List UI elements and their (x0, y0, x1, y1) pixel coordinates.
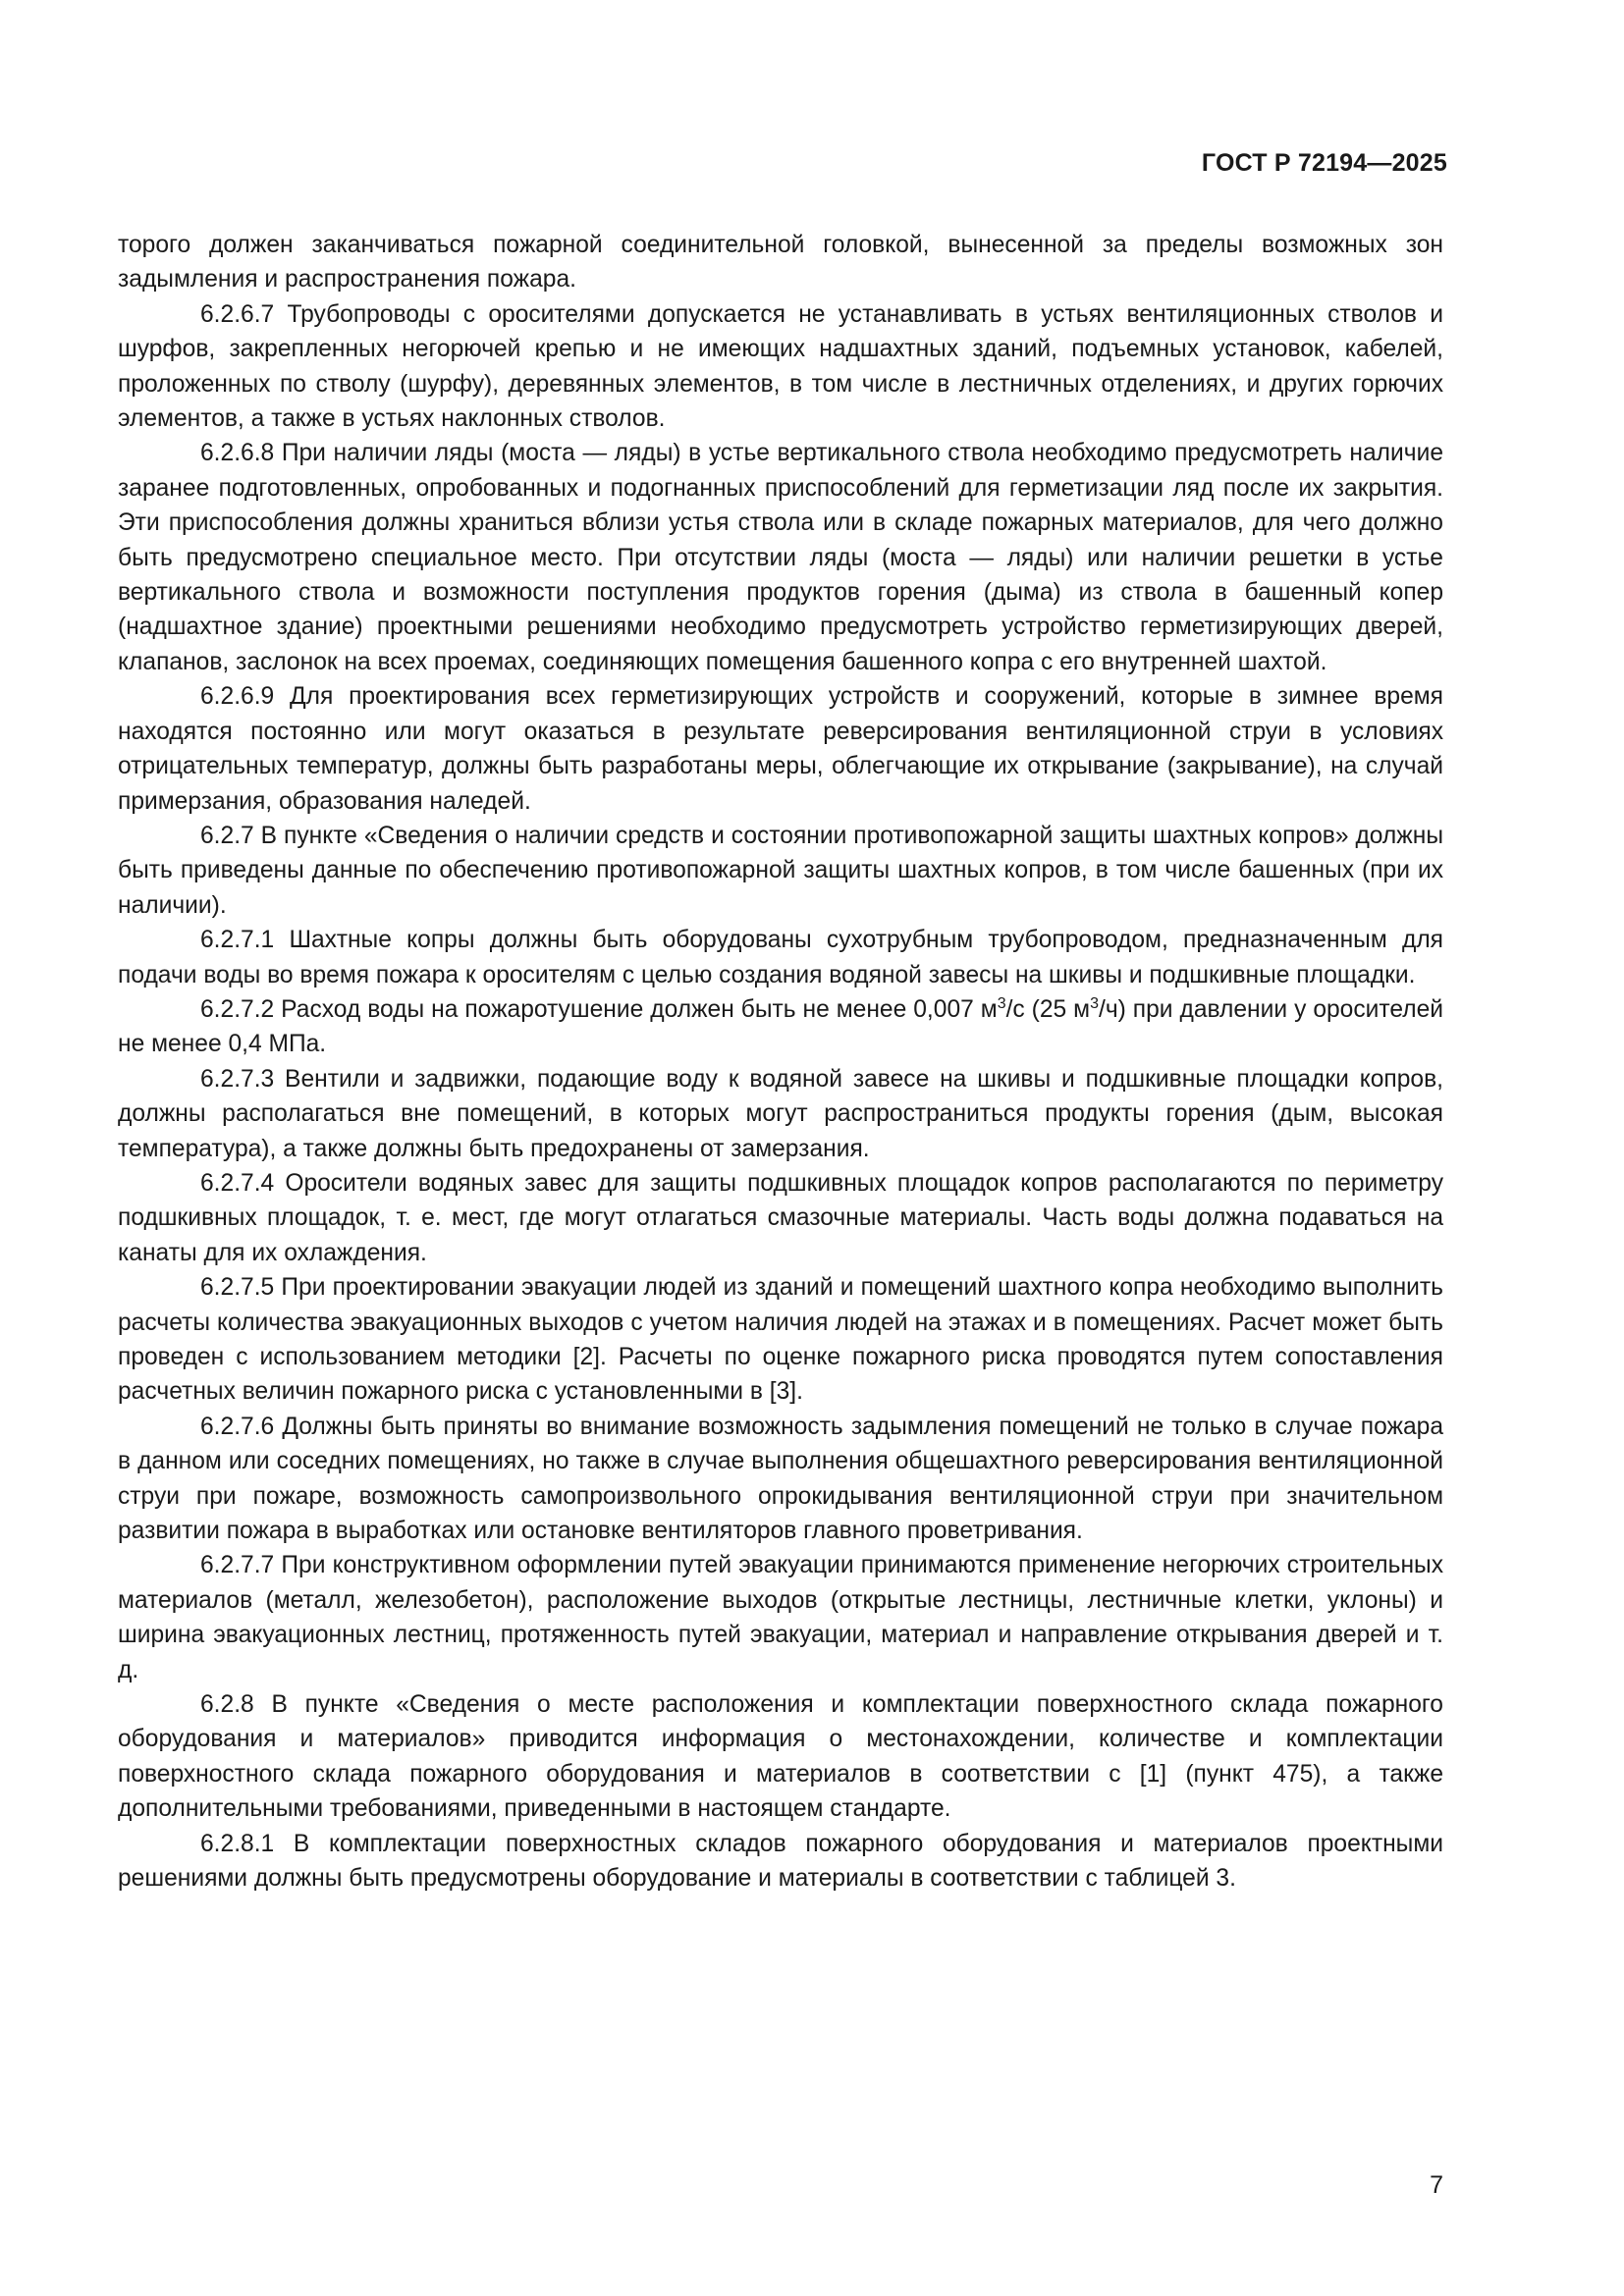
page-number: 7 (1430, 2171, 1443, 2199)
paragraph-6-2-6-7: 6.2.6.7 Трубопроводы с оросителями допускается не устанавливать в устьях вентиляционных стволов и шурфов, закрепленных негорючей крепью и не имеющих надшахтных зданий, подъемных установок, кабелей, проложенных по стволу (шурфу), деревянных элементов, в том числе в лестничных отделениях, и других горючих элементов, а также в устьях наклонных стволов. (118, 300, 1443, 433)
paragraph-6-2-7-6: 6.2.7.6 Должны быть приняты во внимание возможность задымления помещений не только в случае пожара в данном или соседних помещениях, но также в случае выполнения общешахтного реверсирования вентиляционной струи при пожаре, возможность самопроизвольного опрокидывания вентиляционной струи при значительном развитии пожара в выработках или остановке вентиляторов главного проветривания. (118, 1413, 1443, 1545)
superscript-cubic: 3 (997, 995, 1006, 1013)
paragraph-6-2-8-1: 6.2.8.1 В комплектации поверхностных складов пожарного оборудования и материалов проектными решениями должны быть предусмотрены оборудование и материалы в соответствии с таблицей 3. (118, 1830, 1443, 1893)
paragraph-6-2-7-4: 6.2.7.4 Оросители водяных завес для защиты подшкивных площадок копров располагаются по периметру подшкивных площадок, т. е. мест, где могут отлагаться смазочные материалы. Часть воды должна подаваться на канаты для их охлаждения. (118, 1169, 1443, 1266)
paragraph-6-2-8: 6.2.8 В пункте «Сведения о месте расположения и комплектации поверхностного склада пожарного оборудования и материалов» приводится информация о местонахождении, количестве и комплектации поверхностного склада пожарного оборудования и материалов в соответствии с [1] (пункт 475), а также дополнительными требованиями, приведенными в настоящем стандарте. (118, 1691, 1443, 1823)
paragraph-6-2-7-3: 6.2.7.3 Вентили и задвижки, подающие воду к водяной завесе на шкивы и подшкивные площадки копров, должны располагаться вне помещений, в которых могут распространиться продукты горения (дым, высокая температура), а также должны быть предохранены от замерзания. (118, 1065, 1443, 1162)
paragraph-6-2-7-5: 6.2.7.5 При проектировании эвакуации людей из зданий и помещений шахтного копра необходимо выполнить расчеты количества эвакуационных выходов с учетом наличия людей на этажах и в помещениях. Расчет может быть проведен с использованием методики [2]. Расчеты по оценке пожарного риска проводятся путем сопоставления расчетных величин пожарного риска с установленными в [3]. (118, 1274, 1443, 1406)
document-body (118, 228, 1443, 1896)
paragraph-6-2-7-2-part-b: /с (25 м (1005, 995, 1091, 1023)
document-header: ГОСТ Р 72194—2025 (1201, 149, 1447, 177)
paragraph-continuation: торого должен заканчиваться пожарной соединительной головкой, вынесенной за пределы возможных зон задымления и распространения пожара. (118, 232, 1443, 294)
paragraph-6-2-7-1: 6.2.7.1 Шахтные копры должны быть оборудованы сухотрубным трубопроводом, предназначенным для подачи воды во время пожара к оросителям с целью создания водяной завесы на шкивы и подшкивные площадки. (118, 927, 1443, 988)
paragraph-6-2-7-2-part-c: /ч) при давлении у оросителей не менее 0,4 МПа. (118, 995, 1444, 1058)
paragraph-6-2-6-8: 6.2.6.8 При наличии ляды (моста — ляды) в устье вертикального ствола необходимо предусмотреть наличие заранее подготовленных, опробованных и подогнанных приспособлений для герметизации ляд после их закрытия. Эти приспособления должны храниться вблизи устья ствола или в складе пожарных материалов, для чего должно быть предусмотрено специальное место. При отсутствии ляды (моста — ляды) или наличии решетки в устье вертикального ствола и возможности поступления продуктов горения (дыма) из ствола в башенный копер (надшахтное здание) проектными решениями необходимо предусмотреть устройство герметизирующих дверей, клапанов, заслонок на всех проемах, соединяющих помещения башенного копра с его внутренней шахтой. (118, 440, 1443, 675)
superscript-cubic: 3 (1090, 995, 1099, 1013)
paragraph-6-2-7-7: 6.2.7.7 При конструктивном оформлении путей эвакуации принимаются применение негорючих строительных материалов (металл, железобетон), расположение выходов (открытые лестницы, лестничные клетки, уклоны) и ширина эвакуационных лестниц, протяженность путей эвакуации, материал и направление открывания дверей и т. д. (118, 1552, 1443, 1683)
paragraph-6-2-7: 6.2.7 В пункте «Сведения о наличии средств и состоянии противопожарной защиты шахтных копров» должны быть приведены данные по обеспечению противопожарной защиты шахтных копров, в том числе башенных (при их наличии). (118, 822, 1443, 919)
paragraph-6-2-7-2 (118, 992, 1443, 1062)
paragraph-6-2-6-9: 6.2.6.9 Для проектирования всех герметизирующих устройств и сооружений, которые в зимнее время находятся постоянно или могут оказаться в результате реверсирования вентиляционной струи в условиях отрицательных температур, должны быть разработаны меры, облегчающие их открывание (закрывание), на случай примерзания, образования наледей. (118, 683, 1443, 815)
paragraph-6-2-7-2-part-a: 6.2.7.2 Расход воды на пожаротушение должен быть не менее 0,007 м (200, 995, 998, 1023)
